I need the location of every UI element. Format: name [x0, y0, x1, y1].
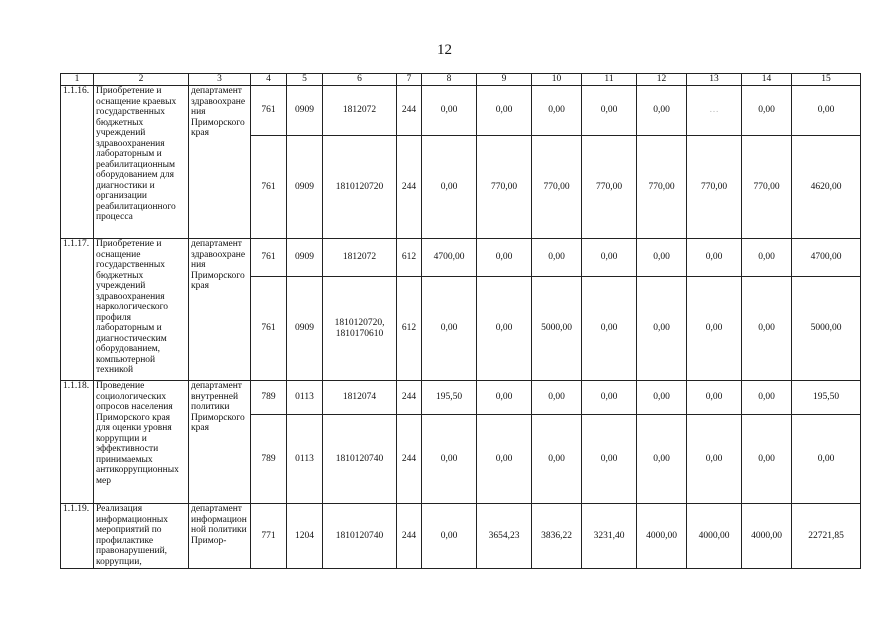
cell-value: 0,00	[687, 415, 742, 504]
cell-expense-type: 612	[397, 239, 422, 277]
cell-expense-type: 612	[397, 277, 422, 381]
column-header: 2	[94, 74, 189, 86]
cell-value: 0,00	[637, 86, 687, 136]
item-department: департамент здравоохранения Приморского края	[189, 86, 251, 239]
cell-target-article: 1810120720	[323, 136, 397, 239]
cell-total: 0,00	[792, 86, 861, 136]
cell-value: 0,00	[637, 381, 687, 415]
column-header: 3	[189, 74, 251, 86]
cell-section: 0909	[287, 136, 323, 239]
cell-value: 0,00	[477, 86, 532, 136]
column-header: 8	[422, 74, 477, 86]
cell-value: 0,00	[422, 136, 477, 239]
cell-grbs: 761	[251, 86, 287, 136]
cell-target-article: 1812074	[323, 381, 397, 415]
page-number: 12	[437, 42, 452, 58]
cell-value: 0,00	[477, 415, 532, 504]
cell-value: 770,00	[477, 136, 532, 239]
column-header: 11	[582, 74, 637, 86]
item-code: 1.1.16.	[61, 86, 94, 239]
column-header: 15	[792, 74, 861, 86]
cell-section: 1204	[287, 504, 323, 569]
cell-value: 770,00	[532, 136, 582, 239]
cell-value: 5000,00	[532, 277, 582, 381]
cell-section: 0909	[287, 239, 323, 277]
cell-total: 5000,00	[792, 277, 861, 381]
cell-value: 0,00	[742, 86, 792, 136]
cell-target-article: 1810120740	[323, 504, 397, 569]
cell-target-article: 1812072	[323, 239, 397, 277]
column-header: 12	[637, 74, 687, 86]
cell-value: …	[687, 86, 742, 136]
cell-section: 0909	[287, 86, 323, 136]
cell-value: 0,00	[532, 86, 582, 136]
cell-value: 0,00	[582, 86, 637, 136]
cell-value: 770,00	[582, 136, 637, 239]
item-department: департамент внутренней политики Приморского края	[189, 381, 251, 504]
cell-section: 0113	[287, 381, 323, 415]
column-header: 6	[323, 74, 397, 86]
column-header: 14	[742, 74, 792, 86]
cell-value: 3836,22	[532, 504, 582, 569]
cell-total: 22721,85	[792, 504, 861, 569]
cell-total: 0,00	[792, 415, 861, 504]
cell-value: 0,00	[582, 381, 637, 415]
cell-target-article: 1812072	[323, 86, 397, 136]
cell-value: 0,00	[422, 86, 477, 136]
cell-value: 0,00	[582, 277, 637, 381]
cell-section: 0909	[287, 277, 323, 381]
table-row	[61, 239, 861, 277]
cell-grbs: 761	[251, 277, 287, 381]
column-header: 9	[477, 74, 532, 86]
cell-total: 4700,00	[792, 239, 861, 277]
cell-expense-type: 244	[397, 415, 422, 504]
cell-total: 195,50	[792, 381, 861, 415]
cell-value: 4000,00	[742, 504, 792, 569]
cell-value: 0,00	[477, 277, 532, 381]
item-name: Приобретение и оснащение краевых государственных бюджетных учреждений здравоохранения лабораторным и реабилитационным оборудованием для диагностики и организации реабилитационного процесса	[94, 86, 189, 239]
cell-value: 0,00	[422, 277, 477, 381]
cell-value: 3231,40	[582, 504, 637, 569]
cell-grbs: 771	[251, 504, 287, 569]
cell-total: 4620,00	[792, 136, 861, 239]
cell-value: 0,00	[532, 239, 582, 277]
cell-value: 0,00	[742, 277, 792, 381]
cell-section: 0113	[287, 415, 323, 504]
cell-expense-type: 244	[397, 86, 422, 136]
cell-value: 0,00	[687, 239, 742, 277]
item-code: 1.1.19.	[61, 504, 94, 569]
cell-value: 4000,00	[687, 504, 742, 569]
cell-value: 770,00	[742, 136, 792, 239]
cell-value: 0,00	[687, 277, 742, 381]
item-department: департамент здравоохранения Приморского края	[189, 239, 251, 381]
cell-expense-type: 244	[397, 504, 422, 569]
column-header: 1	[61, 74, 94, 86]
cell-value: 770,00	[637, 136, 687, 239]
cell-grbs: 789	[251, 415, 287, 504]
cell-grbs: 789	[251, 381, 287, 415]
column-header: 13	[687, 74, 742, 86]
cell-expense-type: 244	[397, 381, 422, 415]
cell-value: 0,00	[687, 381, 742, 415]
cell-grbs: 761	[251, 136, 287, 239]
cell-value: 0,00	[422, 504, 477, 569]
cell-value: 3654,23	[477, 504, 532, 569]
cell-value: 0,00	[582, 415, 637, 504]
cell-value: 4000,00	[637, 504, 687, 569]
column-header: 5	[287, 74, 323, 86]
cell-target-article: 1810120720, 1810170610	[323, 277, 397, 381]
item-name: Приобретение и оснащение государственных бюджетных учреждений здравоохранения наркологического профиля лабораторным и диагностическим оборудованием, компьютерной техникой	[94, 239, 189, 381]
cell-value: 770,00	[687, 136, 742, 239]
cell-value: 0,00	[532, 381, 582, 415]
item-name: Проведение социологических опросов населения Приморского края для оценки уровня коррупции и эффективности принимаемых антикоррупционных мер	[94, 381, 189, 504]
cell-value: 0,00	[637, 415, 687, 504]
column-header: 10	[532, 74, 582, 86]
cell-value: 0,00	[477, 381, 532, 415]
cell-value: 0,00	[582, 239, 637, 277]
cell-value: 0,00	[742, 381, 792, 415]
cell-value: 0,00	[742, 415, 792, 504]
cell-target-article: 1810120740	[323, 415, 397, 504]
cell-value: 0,00	[422, 415, 477, 504]
cell-value: 0,00	[532, 415, 582, 504]
table-row	[61, 86, 861, 136]
cell-expense-type: 244	[397, 136, 422, 239]
cell-grbs: 761	[251, 239, 287, 277]
item-code: 1.1.17.	[61, 239, 94, 381]
item-department: департамент информационной политики Примор-	[189, 504, 251, 569]
cell-value: 0,00	[637, 239, 687, 277]
item-name: Реализация информационных мероприятий по профилактике правонарушений, коррупции,	[94, 504, 189, 569]
cell-value: 0,00	[742, 239, 792, 277]
cell-value: 0,00	[637, 277, 687, 381]
table-row	[61, 504, 861, 569]
column-header: 7	[397, 74, 422, 86]
column-header: 4	[251, 74, 287, 86]
cell-value: 4700,00	[422, 239, 477, 277]
cell-value: 0,00	[477, 239, 532, 277]
table-row	[61, 381, 861, 415]
cell-value: 195,50	[422, 381, 477, 415]
header-row	[61, 74, 861, 86]
item-code: 1.1.18.	[61, 381, 94, 504]
budget-table	[60, 73, 861, 569]
